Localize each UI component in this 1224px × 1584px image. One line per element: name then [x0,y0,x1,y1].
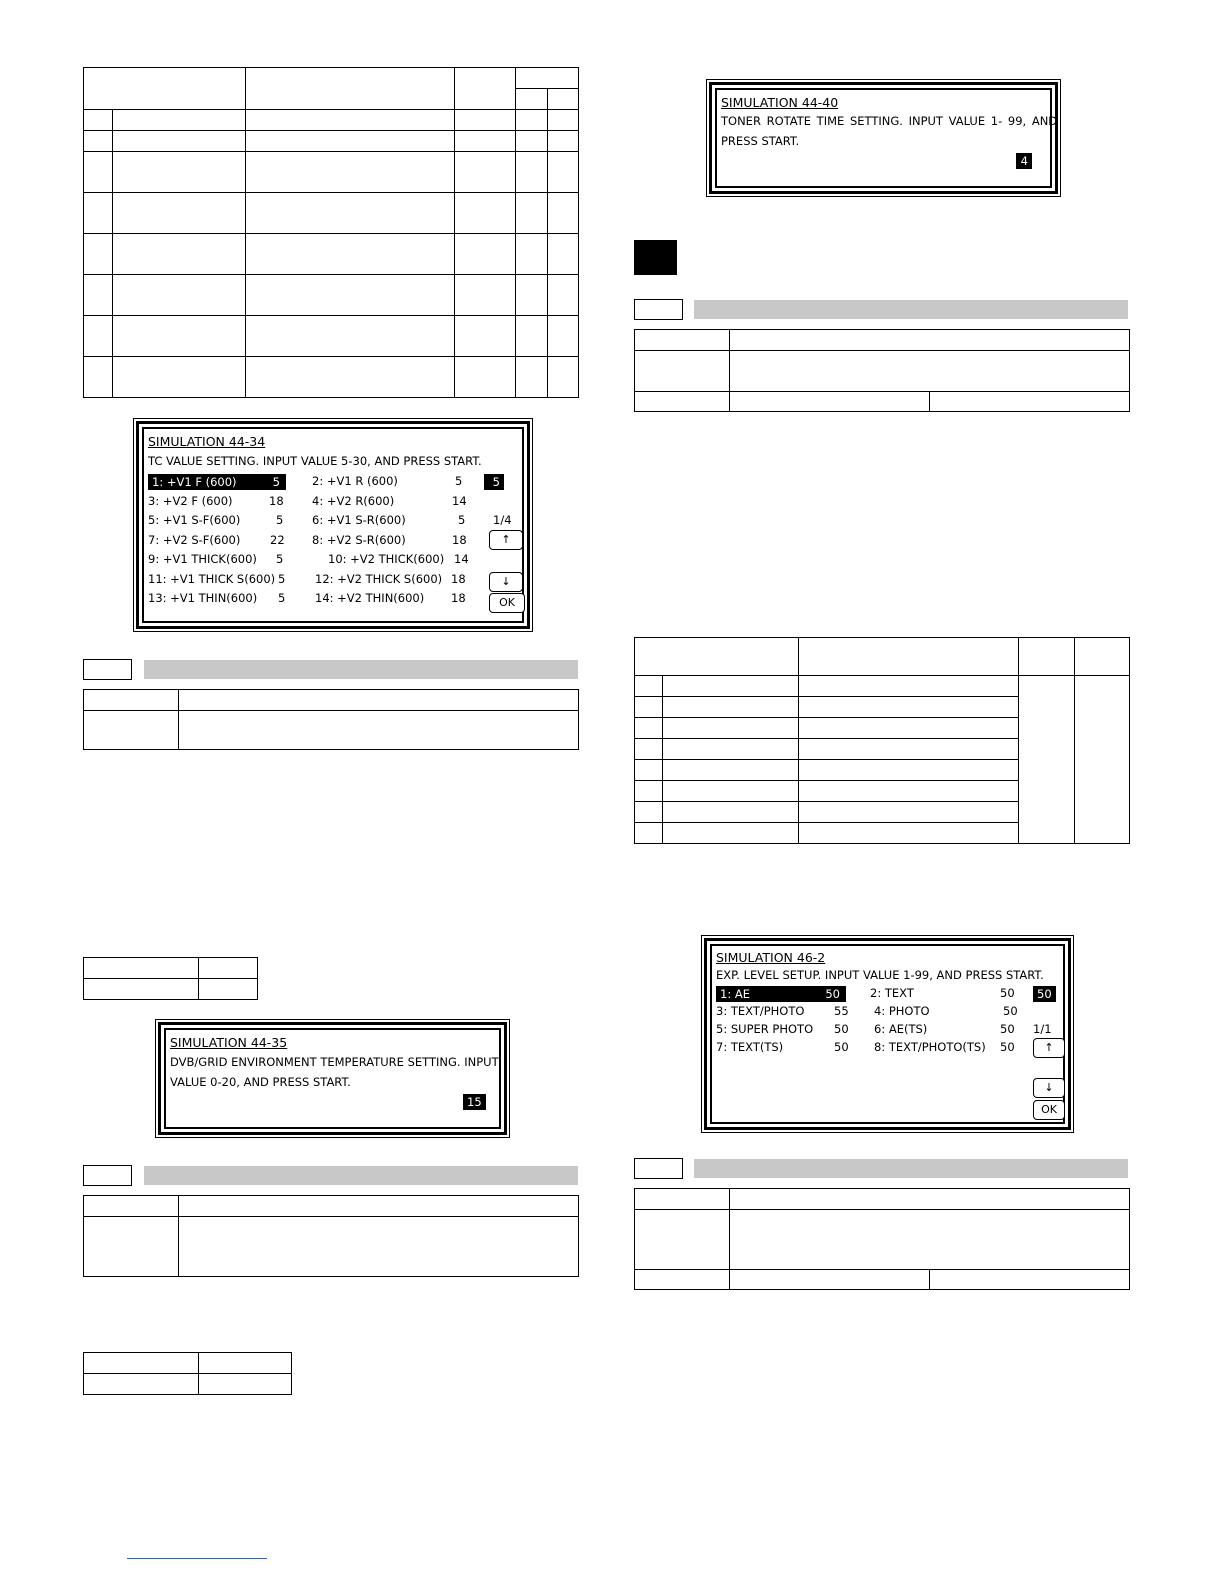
sim-44-34-row-6-right-value: 18 [451,572,466,586]
sim-46-2-row-4-left-value: 50 [834,1040,849,1054]
section-label-box [634,299,683,320]
sim-46-2-row-1-right[interactable]: 2: TEXT [870,986,914,1000]
section-header-bar [694,300,1128,319]
sim-46-2-row-2-left-value: 55 [834,1004,849,1018]
section-label-box [83,1165,132,1186]
sim-44-34-row-7-left-value: 5 [278,591,286,605]
sim-44-34-row-3-right-value: 5 [458,513,466,527]
sim-46-2-row-3-right[interactable]: 6: AE(TS) [874,1022,928,1036]
section-header-bar [144,1166,578,1185]
sim-46-2-row-3-right-value: 50 [1000,1022,1015,1036]
sim-44-34-row-4-right-value: 18 [452,533,467,547]
section-header-bar [144,660,578,679]
right-mid-table [634,637,1130,844]
sim-46-2-screen [704,938,1071,1130]
sim-46-2-row-4-left[interactable]: 7: TEXT(TS) [716,1040,784,1054]
sim-46-2-down-button[interactable] [1033,1078,1065,1098]
sim-44-34-row-6-right[interactable]: 12: +V2 THICK S(600) [315,572,443,586]
sim-44-34-row-7-left[interactable]: 13: +V1 THIN(600) [148,591,258,605]
section-label-box [83,659,132,680]
sim-44-35-title: SIMULATION 44-35 [170,1035,288,1050]
sim-46-2-row-3-left[interactable]: 5: SUPER PHOTO [716,1022,814,1036]
sim-44-34-row-6-left-value: 5 [278,572,286,586]
sim-44-34-row-4-right[interactable]: 8: +V2 S-R(600) [312,533,406,547]
sim-46-2-instruction: EXP. LEVEL SETUP. INPUT VALUE 1-99, AND PRESS START. [716,968,1044,982]
sim-44-34-row-5-right[interactable]: 10: +V2 THICK(600) [328,552,445,566]
info-table-4 [634,1188,1130,1290]
footer-link-line [127,1558,267,1559]
sim-44-34-title: SIMULATION 44-34 [148,434,266,449]
info-table-2 [83,1195,579,1277]
sim-46-2-up-button[interactable] [1033,1038,1065,1058]
small-table-1 [83,957,258,1000]
sim-44-34-row-6-left[interactable]: 11: +V1 THICK S(600) [148,572,276,586]
sim-46-2-row-1-right-value: 50 [1000,986,1015,1000]
sim-44-34-row-4-left-value: 22 [270,533,285,547]
sim-44-35-input-value[interactable]: 15 [463,1094,486,1110]
sim-46-2-row-3-left-value: 50 [834,1022,849,1036]
sim-44-34-input-value[interactable]: 5 [484,474,504,490]
sim-44-34-ok-button[interactable]: OK [489,593,525,613]
sim-44-35-instruction-1: DVB/GRID ENVIRONMENT TEMPERATURE SETTING. INPUT [170,1055,499,1069]
sim-44-34-row-2-left-value: 18 [269,494,284,508]
sim-44-34-row-1-right[interactable]: 2: +V1 R (600) [312,474,398,488]
sim-44-34-row-7-right-value: 18 [451,591,466,605]
sim-46-2-row-1-left[interactable] [716,986,846,1002]
sim-44-40-title: SIMULATION 44-40 [721,95,839,110]
sim-44-34-row-2-left[interactable]: 3: +V2 F (600) [148,494,233,508]
sim-44-34-row-7-right[interactable]: 14: +V2 THIN(600) [315,591,425,605]
arrow-up-icon: ↑ [501,533,511,546]
arrow-down-icon: ↓ [501,575,511,588]
sim-46-2-row-2-left[interactable]: 3: TEXT/PHOTO [716,1004,805,1018]
sim-44-34-screen [136,421,530,629]
sim-44-34-row-1-left[interactable] [148,474,286,490]
sim-44-34-row-2-right-value: 14 [452,494,467,508]
sim-44-34-row-3-left-value: 5 [276,513,284,527]
sim-46-2-row-2-right-value: 50 [1003,1004,1018,1018]
sim-44-40-input-value[interactable]: 4 [1016,153,1032,169]
sim-44-34-up-button[interactable] [489,530,523,550]
top-left-table [83,67,579,398]
info-table-3 [634,329,1130,412]
sim-46-2-input-value[interactable]: 50 [1033,986,1056,1002]
sim-44-40-screen [709,82,1058,194]
sim-44-34-row-5-left[interactable]: 9: +V1 THICK(600) [148,552,257,566]
sim-44-34-page-indicator: 1/4 [493,513,512,527]
arrow-up-icon: ↑ [1044,1041,1054,1054]
sim-44-34-down-button[interactable] [489,572,523,592]
small-table-2 [83,1352,292,1395]
sim-44-34-row-3-right[interactable]: 6: +V1 S-R(600) [312,513,406,527]
sim-44-34-row-4-left[interactable]: 7: +V2 S-F(600) [148,533,241,547]
sim-44-34-row-5-right-value: 14 [454,552,469,566]
sim-44-34-instruction: TC VALUE SETTING. INPUT VALUE 5-30, AND PRESS START. [148,454,482,468]
item-value: 50 [825,987,840,1001]
item-label: 1: +V1 F (600) [152,475,237,489]
sim-44-34-row-1-right-value: 5 [455,474,463,488]
section-header-bar [694,1159,1128,1178]
sim-44-34-row-3-left[interactable]: 5: +V1 S-F(600) [148,513,241,527]
item-value: 5 [272,475,280,489]
sim-46-2-title: SIMULATION 46-2 [716,950,826,965]
sim-44-35-screen [158,1022,507,1135]
sim-46-2-row-2-right[interactable]: 4: PHOTO [874,1004,930,1018]
info-table-1 [83,689,579,750]
sim-46-2-row-4-right-value: 50 [1000,1040,1015,1054]
sim-46-2-row-4-right[interactable]: 8: TEXT/PHOTO(TS) [874,1040,986,1054]
sim-44-40-instruction-1: TONER ROTATE TIME SETTING. INPUT VALUE 1- 99, AND [721,114,1058,128]
arrow-down-icon: ↓ [1044,1081,1054,1094]
sim-46-2-page-indicator: 1/1 [1033,1022,1052,1036]
section-label-box [634,1158,683,1179]
sim-44-34-row-2-right[interactable]: 4: +V2 R(600) [312,494,395,508]
sim-44-35-instruction-2: VALUE 0-20, AND PRESS START. [170,1075,351,1089]
item-label: 1: AE [720,987,750,1001]
chapter-marker-block [634,240,677,275]
sim-44-40-instruction-2: PRESS START. [721,134,800,148]
sim-44-34-row-5-left-value: 5 [276,552,284,566]
sim-46-2-ok-button[interactable]: OK [1033,1100,1065,1120]
